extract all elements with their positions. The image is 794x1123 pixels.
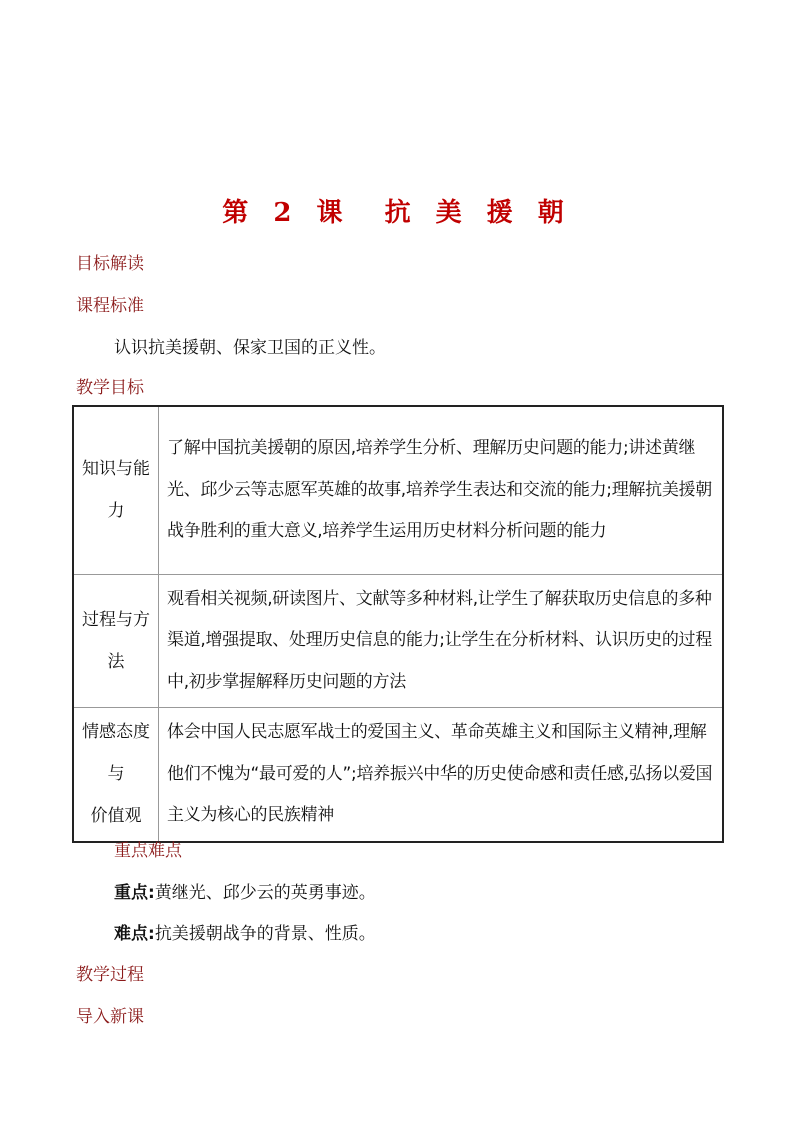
difficult-point-label: 难点: bbox=[114, 924, 155, 944]
heading-curriculum-standard: 课程标准 bbox=[76, 296, 144, 316]
goal-label-line: 法 bbox=[107, 651, 125, 672]
heading-intro-new-lesson: 导入新课 bbox=[76, 1007, 144, 1027]
difficult-point-line bbox=[114, 922, 376, 946]
key-point-line bbox=[114, 881, 376, 905]
goal-content: 观看相关视频,研读图片、文献等多种材料,让学生了解获取历史信息的多种渠道,增强提取、处理历史信息的能力;让学生在分析材料、认识历史的过程中,初步掌握解释历史问题的方法 bbox=[159, 574, 724, 708]
heading-objectives-reading: 目标解读 bbox=[76, 254, 144, 274]
heading-key-difficult: 重点难点 bbox=[114, 841, 182, 861]
difficult-point-text: 抗美援朝战争的背景、性质。 bbox=[154, 924, 376, 944]
heading-teaching-goals: 教学目标 bbox=[76, 378, 144, 398]
heading-teaching-process: 教学过程 bbox=[76, 965, 144, 985]
goal-label bbox=[73, 574, 159, 708]
goal-label-line: 知识与能 bbox=[82, 459, 150, 480]
goal-label-line: 过程与方 bbox=[82, 609, 150, 630]
goal-label-line: 价值观 bbox=[90, 806, 142, 827]
table-row bbox=[73, 406, 723, 574]
key-point-text: 黄继光、邱少云的英勇事迹。 bbox=[154, 883, 376, 903]
page-title: 第 2 课 抗 美 援 朝 bbox=[222, 198, 572, 228]
table-row bbox=[73, 708, 723, 842]
goal-label-line: 力 bbox=[107, 501, 125, 522]
goal-label-line: 情感态度 bbox=[82, 722, 150, 743]
goal-label bbox=[73, 708, 159, 842]
curriculum-text: 认识抗美援朝、保家卫国的正义性。 bbox=[114, 338, 386, 358]
goal-label-line: 与 bbox=[107, 764, 125, 785]
key-point-label: 重点: bbox=[114, 883, 155, 903]
goal-label bbox=[73, 406, 159, 574]
goals-table bbox=[72, 405, 724, 843]
goal-content: 体会中国人民志愿军战士的爱国主义、革命英雄主义和国际主义精神,理解他们不愧为“最可爱的人”;培养振兴中华的历史使命感和责任感,弘扬以爱国主义为核心的民族精神 bbox=[159, 708, 724, 842]
table-row bbox=[73, 574, 723, 708]
goal-content: 了解中国抗美援朝的原因,培养学生分析、理解历史问题的能力;讲述黄继光、邱少云等志愿军英雄的故事,培养学生表达和交流的能力;理解抗美援朝战争胜利的重大意义,培养学生运用历史材料分析问题的能力 bbox=[159, 406, 724, 574]
